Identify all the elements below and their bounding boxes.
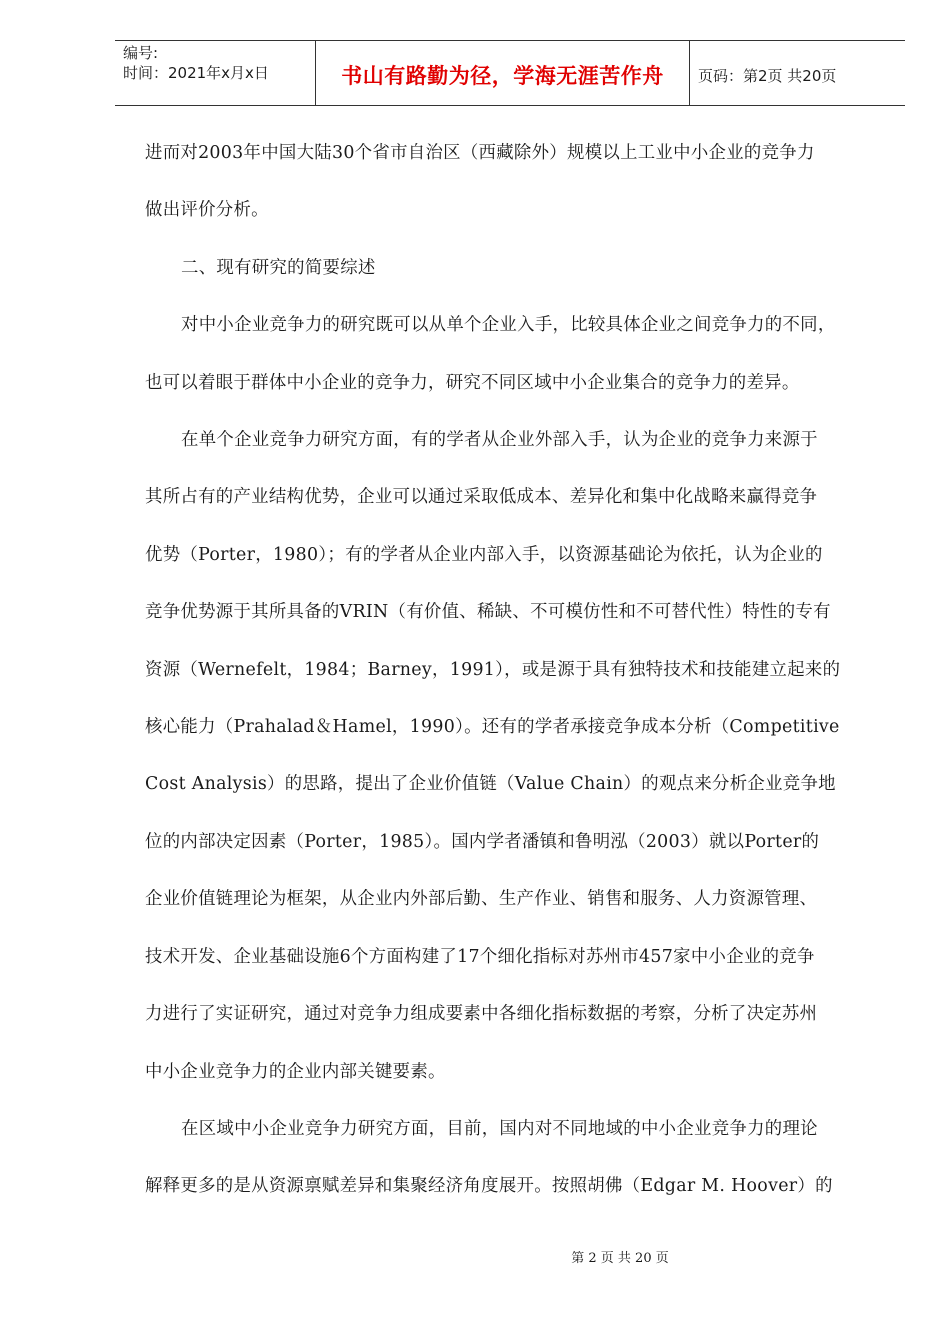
body-line: 核心能力（Prahalad＆Hamel，1990）。还有的学者承接竞争成本分析（Competitive <box>145 717 840 738</box>
body-line: 力进行了实证研究，通过对竞争力组成要素中各细化指标数据的考察，分析了决定苏州 <box>145 1004 818 1025</box>
body-line: 技术开发、企业基础设施6个方面构建了17个细化指标对苏州市457家中小企业的竞争 <box>145 946 815 967</box>
section-heading: 二、现有研究的简要综述 <box>181 257 376 278</box>
body-line: 资源（Wernefelt，1984；Barney，1991），或是源于具有独特技术和技能建立起来的 <box>145 659 841 680</box>
date-label: 时间：2021年x月x日 <box>123 64 269 82</box>
page-footer <box>0 1247 950 1266</box>
body-line: 其所占有的产业结构优势，企业可以通过采取低成本、差异化和集中化战略来赢得竞争 <box>145 487 818 508</box>
body-line: 位的内部决定因素（Porter，1985）。国内学者潘镇和鲁明泓（2003）就以Porter的 <box>145 831 820 852</box>
body-line: 竞争优势源于其所具备的VRIN（有价值、稀缺、不可模仿性和不可替代性）特性的专有 <box>145 602 831 623</box>
body-line: 做出评价分析。 <box>145 200 269 221</box>
motto-text: 书山有路勤为径，学海无涯苦作舟 <box>341 64 664 88</box>
body-line: 在区域中小企业竞争力研究方面，目前，国内对不同地域的中小企业竞争力的理论 <box>181 1118 818 1139</box>
page-header <box>115 40 905 106</box>
body-line: 解释更多的是从资源禀赋差异和集聚经济角度展开。按照胡佛（Edgar M. Hoover）的 <box>145 1176 833 1197</box>
page-number-label: 页码：第2页 共20页 <box>698 66 837 85</box>
body-line: Cost Analysis）的思路，提出了企业价值链（Value Chain）的观点来分析企业竞争地 <box>145 774 836 795</box>
document-body <box>145 125 885 1216</box>
body-line: 企业价值链理论为框架，从企业内外部后勤、生产作业、销售和服务、人力资源管理、 <box>145 889 818 910</box>
body-line: 对中小企业竞争力的研究既可以从单个企业入手，比较具体企业之间竞争力的不同， <box>181 315 836 336</box>
body-line: 也可以着眼于群体中小企业的竞争力，研究不同区域中小企业集合的竞争力的差异。 <box>145 372 800 393</box>
footer-page-number: 第 2 页 共 20 页 <box>571 1251 669 1266</box>
body-line: 中小企业竞争力的企业内部关键要素。 <box>145 1061 446 1082</box>
body-line: 进而对2003年中国大陆30个省市自治区（西藏除外）规模以上工业中小企业的竞争力 <box>145 143 815 163</box>
header-meta-cell <box>115 41 316 105</box>
serial-number-label: 编号: <box>123 44 159 62</box>
body-line: 在单个企业竞争力研究方面，有的学者从企业外部入手，认为企业的竞争力来源于 <box>181 430 818 451</box>
header-page-cell <box>690 41 905 105</box>
body-line: 优势（Porter，1980）；有的学者从企业内部入手，以资源基础论为依托，认为企业的 <box>145 544 823 565</box>
header-motto-cell <box>316 41 690 105</box>
